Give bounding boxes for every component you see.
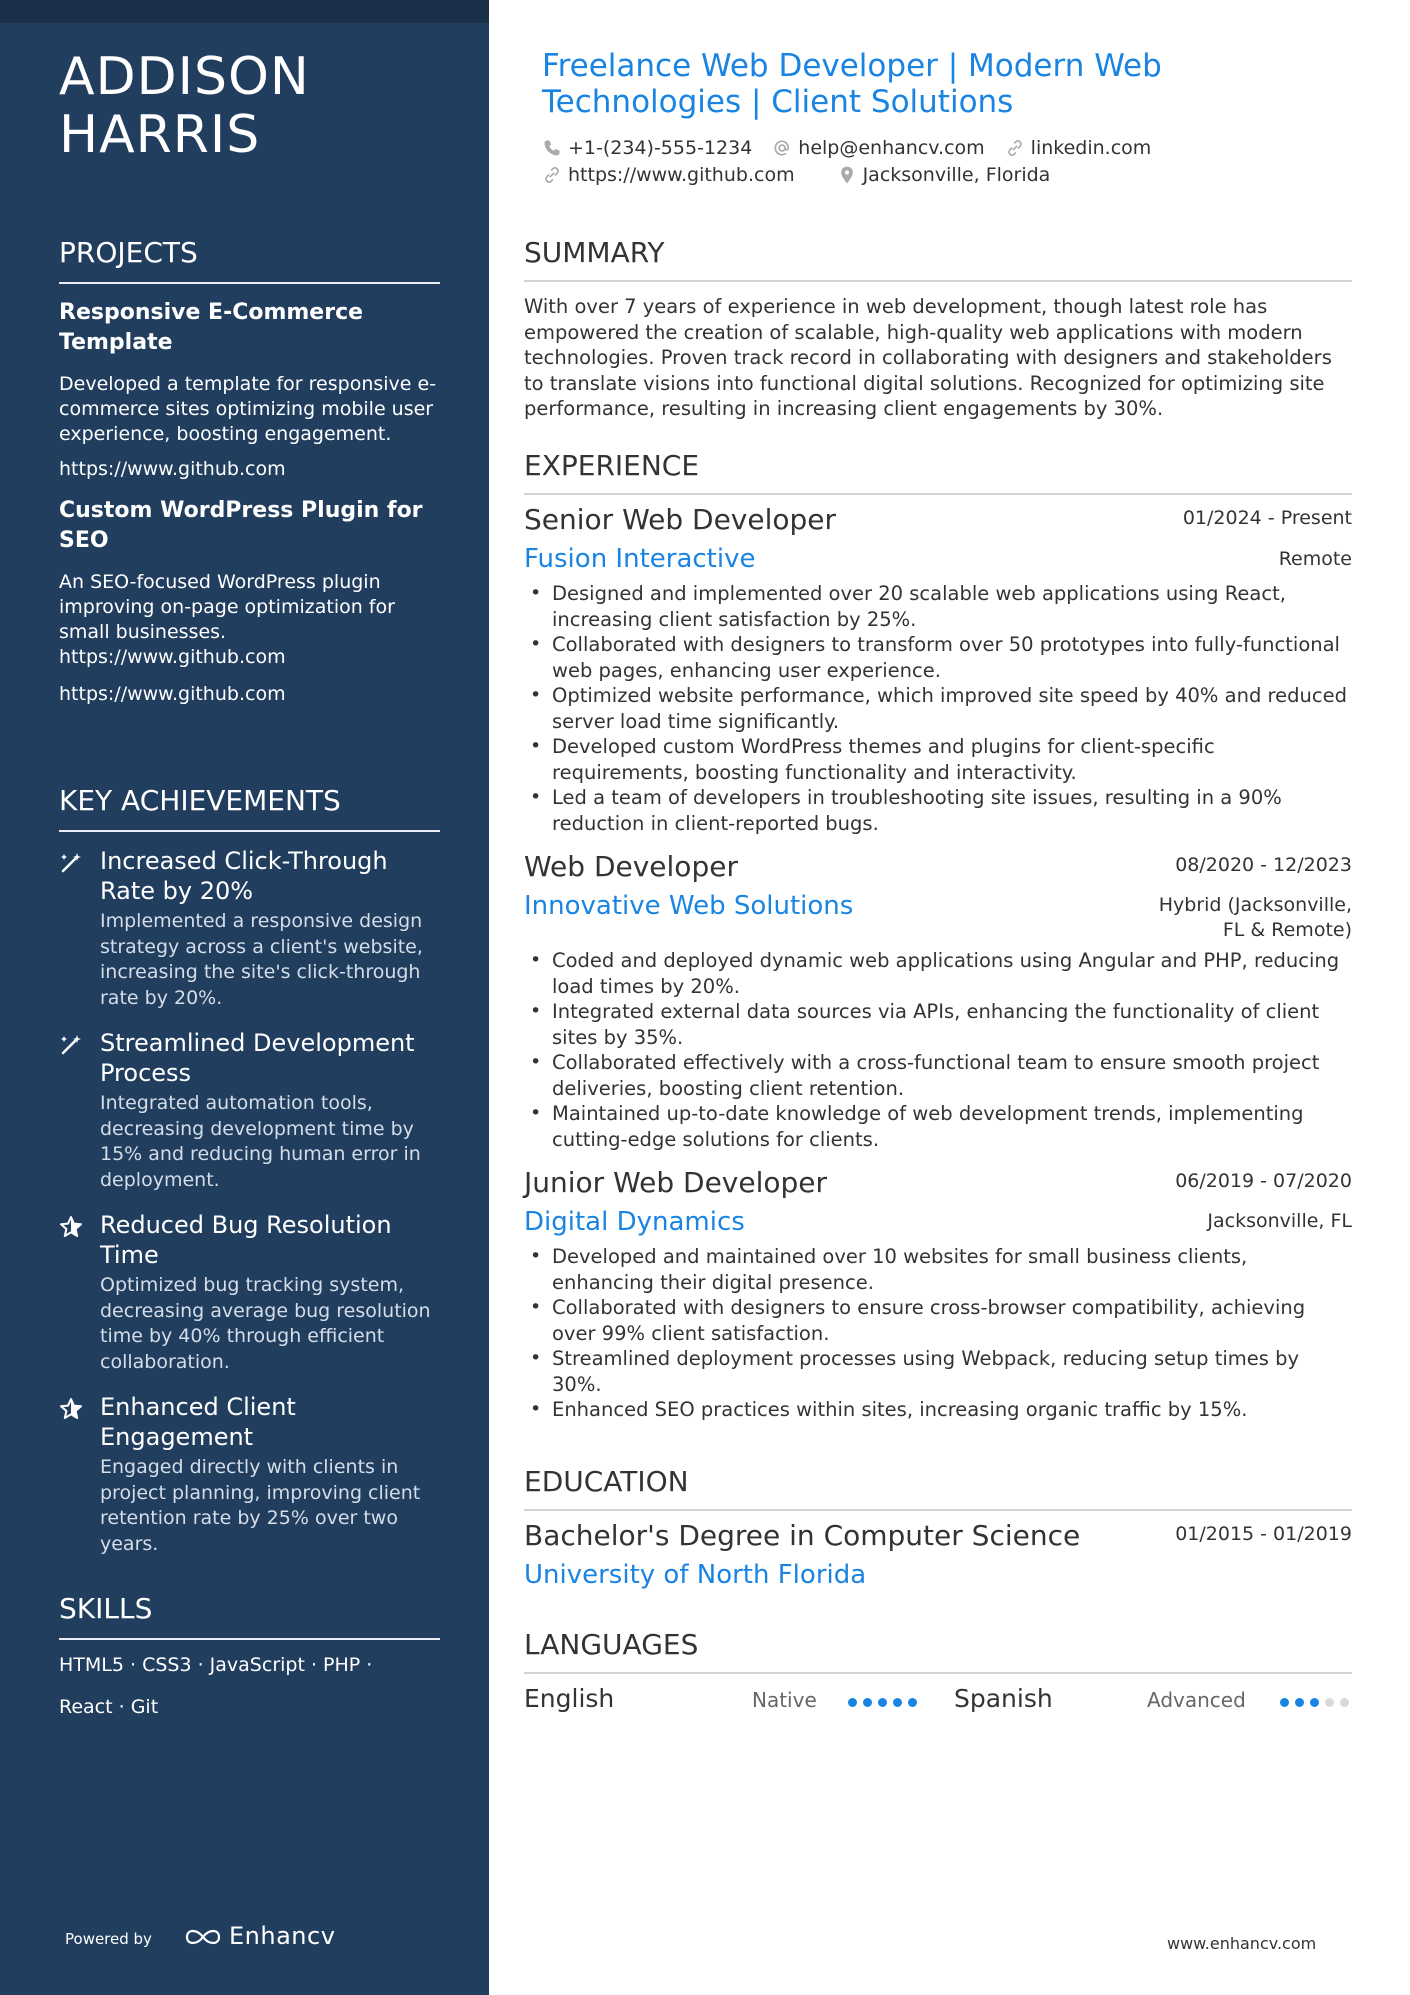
contact-location (837, 164, 1051, 186)
last-name: HARRIS (59, 105, 261, 165)
star-icon (59, 1215, 83, 1239)
bullet-item: • Collaborated with designers to ensure cross-browser compatibility, achieving over 99% client satisfaction. (524, 1295, 1352, 1346)
bullet-item: • Integrated external data sources via APIs, enhancing the functionality of client sites by 35%. (524, 999, 1352, 1050)
education-section (524, 1465, 1352, 1591)
contact-row (542, 164, 1070, 186)
candidate-name (59, 48, 459, 164)
linkedin-text: linkedin.com (1030, 137, 1152, 159)
language-name: Spanish (954, 1684, 1053, 1713)
proficiency-dot-filled (893, 1698, 902, 1707)
language-proficiency-dots (1280, 1698, 1349, 1707)
location-pin-icon (837, 165, 857, 185)
project-link[interactable]: https://www.github.com (59, 458, 286, 480)
magic-wand-icon (59, 1033, 83, 1057)
sidebar (0, 0, 489, 1995)
bullet-item: • Coded and deployed dynamic web applications using Angular and PHP, reducing load times by 20%. (524, 948, 1352, 999)
achievement-title: Increased Click-Through Rate by 20% (100, 847, 388, 905)
education-heading: EDUCATION (524, 1465, 1352, 1511)
job-title: Senior Web Developer (524, 503, 837, 536)
bullet-item: • Collaborated effectively with a cross-functional team to ensure smooth project deliveries, boosting client retention. (524, 1050, 1352, 1101)
location-text: Jacksonville, Florida (862, 164, 1051, 186)
achievement-item (59, 1028, 440, 1193)
job-title: Web Developer (524, 850, 738, 883)
headline: Freelance Web Developer | Modern Web Technologies | Client Solutions (542, 48, 1162, 120)
skills-list: HTML5 · CSS3 · JavaScript · PHP · (59, 1654, 373, 1676)
job-dates: 06/2019 - 07/2020 (1175, 1170, 1352, 1192)
bullet-item: • Enhanced SEO practices within sites, increasing organic traffic by 15%. (524, 1397, 1352, 1423)
job-entry (524, 850, 1352, 1152)
skills-list: React · Git (59, 1696, 159, 1718)
proficiency-dot-filled (878, 1698, 887, 1707)
sidebar-top-bar (0, 0, 489, 23)
bullet-item: • Developed custom WordPress themes and plugins for client-specific requirements, boosting functionality and interactivity. (524, 734, 1352, 785)
job-entry (524, 503, 1352, 836)
job-location: Remote (1278, 548, 1352, 570)
bullet-item: • Developed and maintained over 10 websites for small business clients, enhancing their digital presence. (524, 1244, 1352, 1295)
summary-section (524, 236, 1352, 422)
language-level: Advanced (1147, 1688, 1246, 1712)
link-icon (542, 165, 562, 185)
languages-section (524, 1628, 1352, 1724)
powered-by-label: Powered by (65, 1930, 152, 1948)
first-name: ADDISON (59, 47, 310, 107)
footer-url[interactable]: www.enhancv.com (1167, 1934, 1317, 1953)
proficiency-dot-filled (1280, 1698, 1289, 1707)
project-link[interactable]: https://www.github.com (59, 646, 286, 668)
proficiency-dot-filled (848, 1698, 857, 1707)
bullet-item: • Optimized website performance, which improved site speed by 40% and reduced server load time significantly. (524, 683, 1352, 734)
proficiency-dot-filled (863, 1698, 872, 1707)
bullet-item: • Streamlined deployment processes using Webpack, reducing setup times by 30%. (524, 1346, 1352, 1397)
bullet-item: • Maintained up-to-date knowledge of web development trends, implementing cutting-edge solutions for clients. (524, 1101, 1352, 1152)
job-bullets (524, 581, 1352, 836)
languages-row (524, 1684, 1352, 1724)
languages-heading: LANGUAGES (524, 1628, 1352, 1674)
job-location-line: FL & Remote) (1222, 919, 1352, 941)
language-name: English (524, 1684, 615, 1713)
achievement-item (59, 1392, 440, 1557)
achievement-title: Streamlined Development Process (100, 1029, 415, 1087)
language-level: Native (752, 1688, 817, 1712)
project-title: Custom WordPress Plugin for SEO (59, 498, 423, 553)
achievements-heading: KEY ACHIEVEMENTS (59, 784, 440, 832)
projects-section (59, 236, 440, 707)
experience-heading: EXPERIENCE (524, 449, 1352, 495)
achievement-item (59, 846, 440, 1011)
contact-row (542, 137, 1171, 159)
enhancv-logo-icon (183, 1925, 229, 1949)
email-text: help@enhancv.com (798, 137, 985, 159)
at-icon (772, 138, 792, 158)
language-proficiency-dots (848, 1698, 917, 1707)
job-entry (524, 1166, 1352, 1423)
proficiency-dot-filled (908, 1698, 917, 1707)
job-dates: 08/2020 - 12/2023 (1175, 854, 1352, 876)
job-company[interactable]: Innovative Web Solutions (524, 891, 854, 921)
job-location (1159, 893, 1352, 943)
skills-section (59, 1592, 440, 1728)
proficiency-dot-filled (1310, 1698, 1319, 1707)
achievement-description: Optimized bug tracking system, decreasing average bug resolution time by 40% through efficient collaboration. (100, 1274, 431, 1373)
projects-heading: PROJECTS (59, 236, 440, 284)
github-text: https://www.github.com (568, 164, 795, 186)
achievement-description: Implemented a responsive design strategy across a client's website, increasing the site's click-through rate by 20%. (100, 910, 423, 1009)
job-location-line: Hybrid (Jacksonville, (1158, 894, 1352, 916)
experience-section (524, 449, 1352, 1423)
skills-heading: SKILLS (59, 1592, 440, 1640)
achievement-item (59, 1210, 440, 1375)
magic-wand-icon (59, 851, 83, 875)
project-item (59, 496, 440, 707)
contact-phone[interactable] (542, 137, 752, 159)
project-description: Developed a template for responsive e-commerce sites optimizing mobile user experience, boosting engagement. (59, 373, 437, 445)
achievement-title: Enhanced Client Engagement (100, 1393, 296, 1451)
job-title: Junior Web Developer (524, 1166, 828, 1199)
education-dates: 01/2015 - 01/2019 (1175, 1523, 1352, 1545)
brand-name: Enhancv (229, 1922, 336, 1950)
phone-text: +1-(234)-555-1234 (568, 137, 753, 159)
job-dates: 01/2024 - Present (1182, 507, 1352, 529)
phone-icon (542, 138, 562, 158)
degree-title: Bachelor's Degree in Computer Science (524, 1519, 1081, 1552)
project-description: An SEO-focused WordPress plugin improving on-page optimization for small businesses. (59, 571, 395, 643)
achievement-title: Reduced Bug Resolution Time (100, 1211, 392, 1269)
job-location: Jacksonville, FL (1207, 1210, 1352, 1232)
star-icon (59, 1397, 83, 1421)
job-company[interactable]: Fusion Interactive (524, 544, 756, 574)
summary-heading: SUMMARY (524, 236, 1352, 282)
link-icon (1005, 138, 1025, 158)
achievement-description: Engaged directly with clients in project planning, improving client retention rate by 25% over two years. (100, 1456, 421, 1555)
project-title: Responsive E-Commerce Template (59, 300, 364, 355)
job-company[interactable]: Digital Dynamics (524, 1207, 745, 1237)
proficiency-dot-empty (1325, 1698, 1334, 1707)
job-bullets (524, 1244, 1352, 1423)
project-link[interactable]: https://www.github.com (59, 683, 286, 705)
contact-email[interactable] (772, 137, 984, 159)
achievements-section (59, 784, 440, 1557)
summary-text: With over 7 years of experience in web development, though latest role has empowered the creation of scalable, high-quality web applications with modern technologies. Proven track record in collaborating with designers and stakeholders to translate visions into functional digital solutions. Recognized for optimizing site performance, resulting in increasing client engagements by 30%. (524, 295, 1332, 420)
bullet-item: • Collaborated with designers to transform over 50 prototypes into fully-functional web pages, enhancing user experience. (524, 632, 1352, 683)
proficiency-dot-empty (1340, 1698, 1349, 1707)
proficiency-dot-filled (1295, 1698, 1304, 1707)
contact-linkedin[interactable] (1005, 137, 1152, 159)
achievement-description: Integrated automation tools, decreasing development time by 15% and reducing human error in deployment. (100, 1092, 421, 1191)
job-bullets (524, 948, 1352, 1152)
school-name[interactable]: University of North Florida (524, 1560, 867, 1590)
bullet-item: • Designed and implemented over 20 scalable web applications using React, increasing client satisfaction by 25%. (524, 581, 1352, 632)
contact-github[interactable] (542, 164, 795, 186)
bullet-item: • Led a team of developers in troubleshooting site issues, resulting in a 90% reduction in client-reported bugs. (524, 785, 1352, 836)
education-entry (524, 1519, 1352, 1591)
project-item (59, 298, 440, 482)
